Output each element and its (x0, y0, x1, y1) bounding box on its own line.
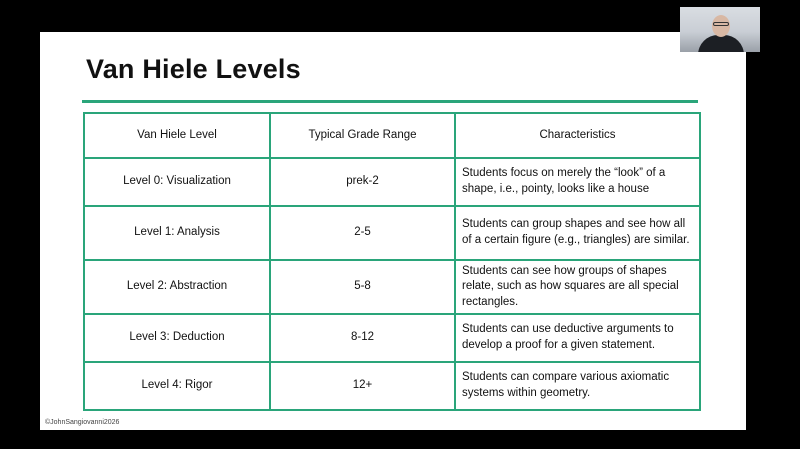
header-grade-range: Typical Grade Range (270, 113, 455, 158)
grade-cell: 2-5 (270, 206, 455, 260)
copyright-notice: ©JohnSangiovanni2026 (45, 419, 120, 426)
table-row (84, 206, 700, 260)
characteristics-cell: Students focus on merely the “look” of a shape, i.e., pointy, looks like a house (455, 158, 700, 206)
level-cell: Level 3: Deduction (84, 314, 270, 362)
level-cell: Level 0: Visualization (84, 158, 270, 206)
presenter-glasses (713, 22, 729, 26)
grade-cell: 12+ (270, 362, 455, 410)
table-header-row (84, 113, 700, 158)
table-row (84, 314, 700, 362)
header-level: Van Hiele Level (84, 113, 270, 158)
level-cell: Level 2: Abstraction (84, 260, 270, 314)
van-hiele-table (83, 112, 701, 411)
header-characteristics: Characteristics (455, 113, 700, 158)
slide-title: Van Hiele Levels (86, 54, 301, 84)
table-row (84, 158, 700, 206)
characteristics-cell: Students can group shapes and see how all of a certain figure (e.g., triangles) are similar. (455, 206, 700, 260)
table-row (84, 260, 700, 314)
table-row (84, 362, 700, 410)
title-underline (82, 100, 698, 103)
grade-cell: prek-2 (270, 158, 455, 206)
presentation-slide (40, 32, 746, 430)
characteristics-cell: Students can use deductive arguments to develop a proof for a given statement. (455, 314, 700, 362)
presenter-head (712, 15, 730, 37)
level-cell: Level 4: Rigor (84, 362, 270, 410)
grade-cell: 5-8 (270, 260, 455, 314)
grade-cell: 8-12 (270, 314, 455, 362)
level-cell: Level 1: Analysis (84, 206, 270, 260)
characteristics-cell: Students can compare various axiomatic systems within geometry. (455, 362, 700, 410)
presenter-body (698, 35, 744, 52)
presenter-video-thumbnail[interactable] (680, 7, 760, 52)
characteristics-cell: Students can see how groups of shapes relate, such as how squares are all special rectangles. (455, 260, 700, 314)
